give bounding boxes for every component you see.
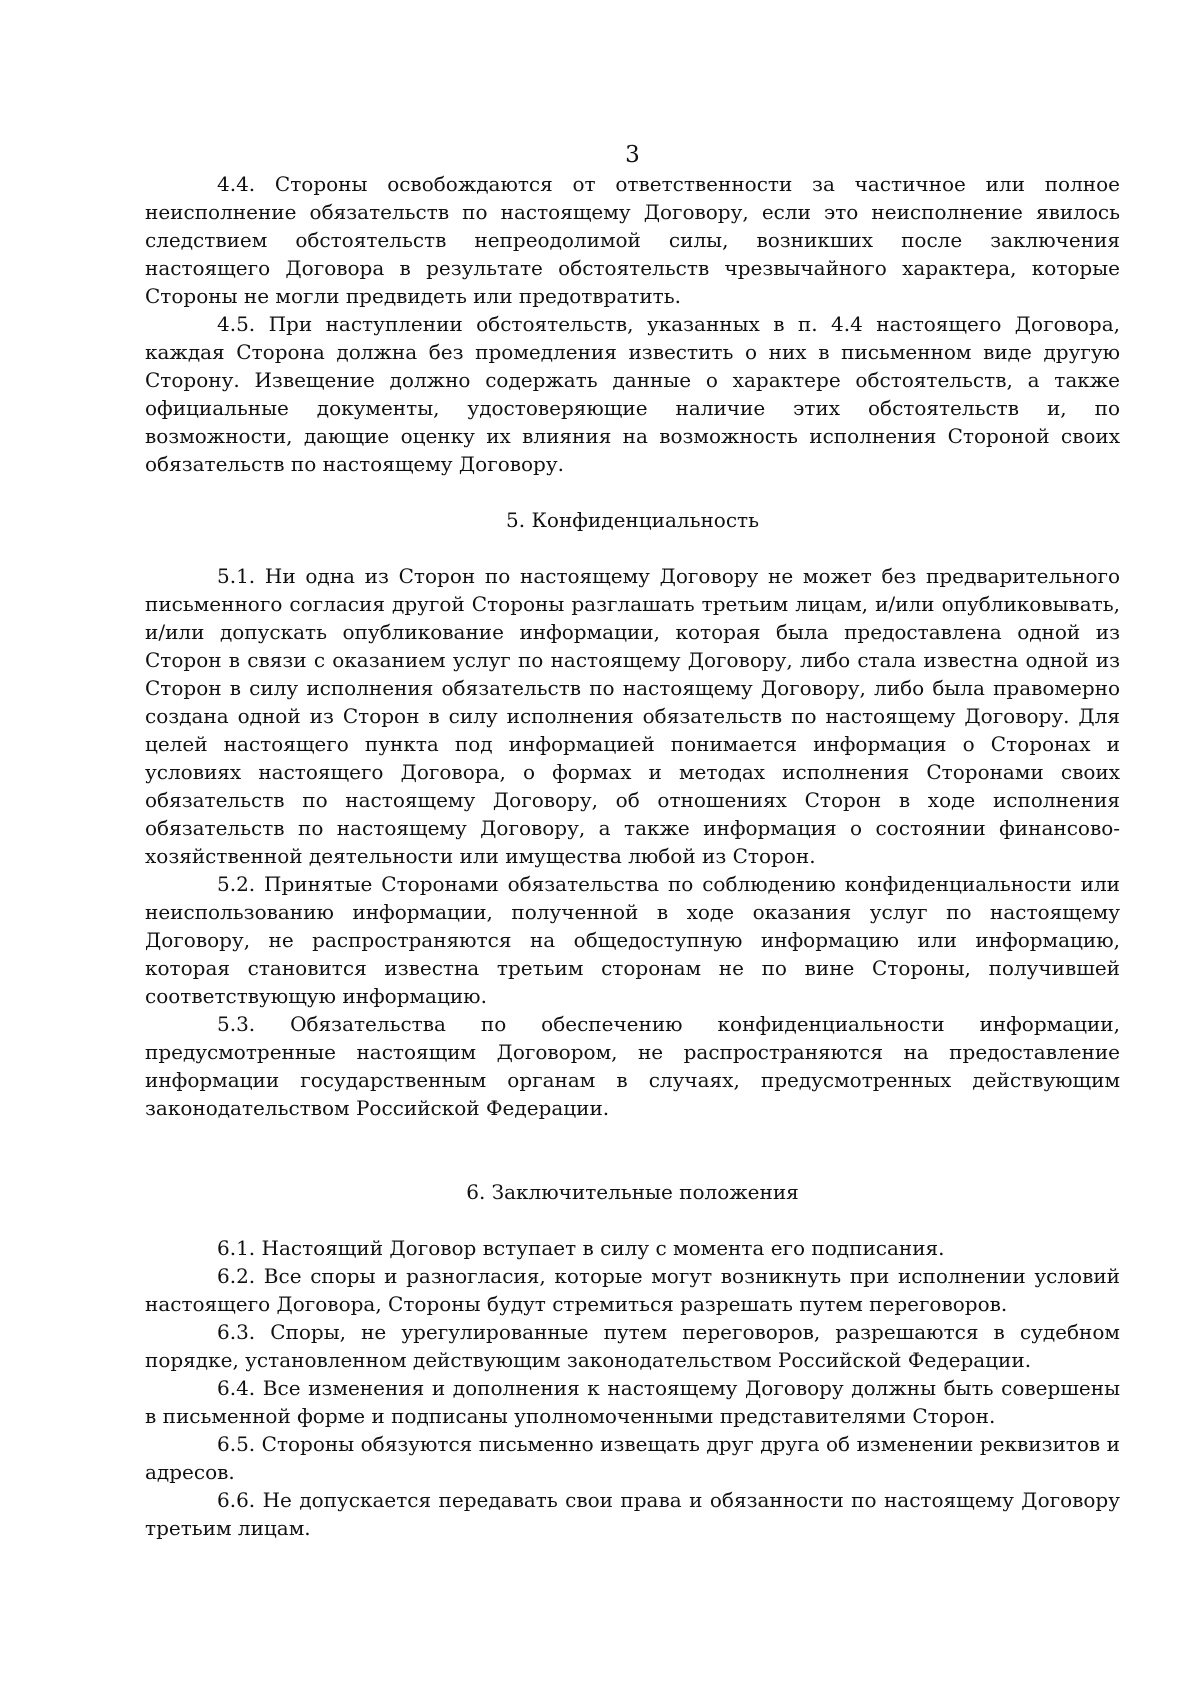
spacer <box>145 534 1120 562</box>
clause-4-4: 4.4. Стороны освобождаются от ответственности за частичное или полное неисполнение обязательств по настоящему Договору, если это неисполнение явилось следствием обстоятельств непреодолимой силы, возникших после заключения настоящего Договора в результате обстоятельств чрезвычайного характера, которые Стороны не могли предвидеть или предотвратить. <box>145 172 1120 308</box>
clause-6-5: 6.5. Стороны обязуются письменно извещать друг друга об изменении реквизитов и адресов. <box>145 1432 1120 1484</box>
spacer <box>145 1206 1120 1234</box>
clause-5-1: 5.1. Ни одна из Сторон по настоящему Договору не может без предварительного письменного согласия другой Стороны разглашать третьим лицам, и/или опубликовывать, и/или допускать опубликование информации, которая была предоставлена одной из Сторон в связи с оказанием услуг по настоящему Договору, либо стала известна одной из Сторон в силу исполнения обязательств по настоящему Договору, либо была правомерно создана одной из Сторон в силу исполнения обязательств по настоящему Договору. Для целей настоящего пункта под информацией понимается информация о Сторонах и условиях настоящего Договора, о формах и методах исполнения Сторонами своих обязательств по настоящему Договору, об отношениях Сторон в ходе исполнения обязательств по настоящему Договору, а также информация о состоянии финансово-хозяйственной деятельности или имущества любой из Сторон. <box>145 564 1120 868</box>
clause-6-4: 6.4. Все изменения и дополнения к настоящему Договору должны быть совершены в письменной форме и подписаны уполномоченными представителями Сторон. <box>145 1376 1120 1428</box>
clause-4-5: 4.5. При наступлении обстоятельств, указанных в п. 4.4 настоящего Договора, каждая Сторона должна без промедления известить о них в письменном виде другую Сторону. Извещение должно содержать данные о характере обстоятельств, а также официальные документы, удостоверяющие наличие этих обстоятельств и, по возможности, дающие оценку их влияния на возможность исполнения Стороной своих обязательств по настоящему Договору. <box>145 312 1120 476</box>
section-6-heading: 6. Заключительные положения <box>466 1180 799 1204</box>
document-page <box>145 140 1120 1542</box>
clause-5-2: 5.2. Принятые Сторонами обязательства по соблюдению конфиденциальности или неиспользованию информации, полученной в ходе оказания услуг по настоящему Договору, не распространяются на общедоступную информацию или информацию, которая становится известна третьим сторонам не по вине Стороны, получившей соответствующую информацию. <box>145 872 1120 1008</box>
clause-6-2: 6.2. Все споры и разногласия, которые могут возникнуть при исполнении условий настоящего Договора, Стороны будут стремиться разрешать путем переговоров. <box>145 1264 1120 1316</box>
section-5-heading: 5. Конфиденциальность <box>506 508 759 532</box>
spacer <box>145 478 1120 506</box>
clause-6-1: 6.1. Настоящий Договор вступает в силу с момента его подписания. <box>217 1236 945 1260</box>
spacer <box>145 1122 1120 1178</box>
page-number: 3 <box>625 142 640 168</box>
clause-6-3: 6.3. Споры, не урегулированные путем переговоров, разрешаются в судебном порядке, установленном действующим законодательством Российской Федерации. <box>145 1320 1120 1372</box>
clause-6-6: 6.6. Не допускается передавать свои права и обязанности по настоящему Договору третьим лицам. <box>145 1488 1120 1540</box>
clause-5-3: 5.3. Обязательства по обеспечению конфиденциальности информации, предусмотренные настоящим Договором, не распространяются на предоставление информации государственным органам в случаях, предусмотренных действующим законодательством Российской Федерации. <box>145 1012 1120 1120</box>
